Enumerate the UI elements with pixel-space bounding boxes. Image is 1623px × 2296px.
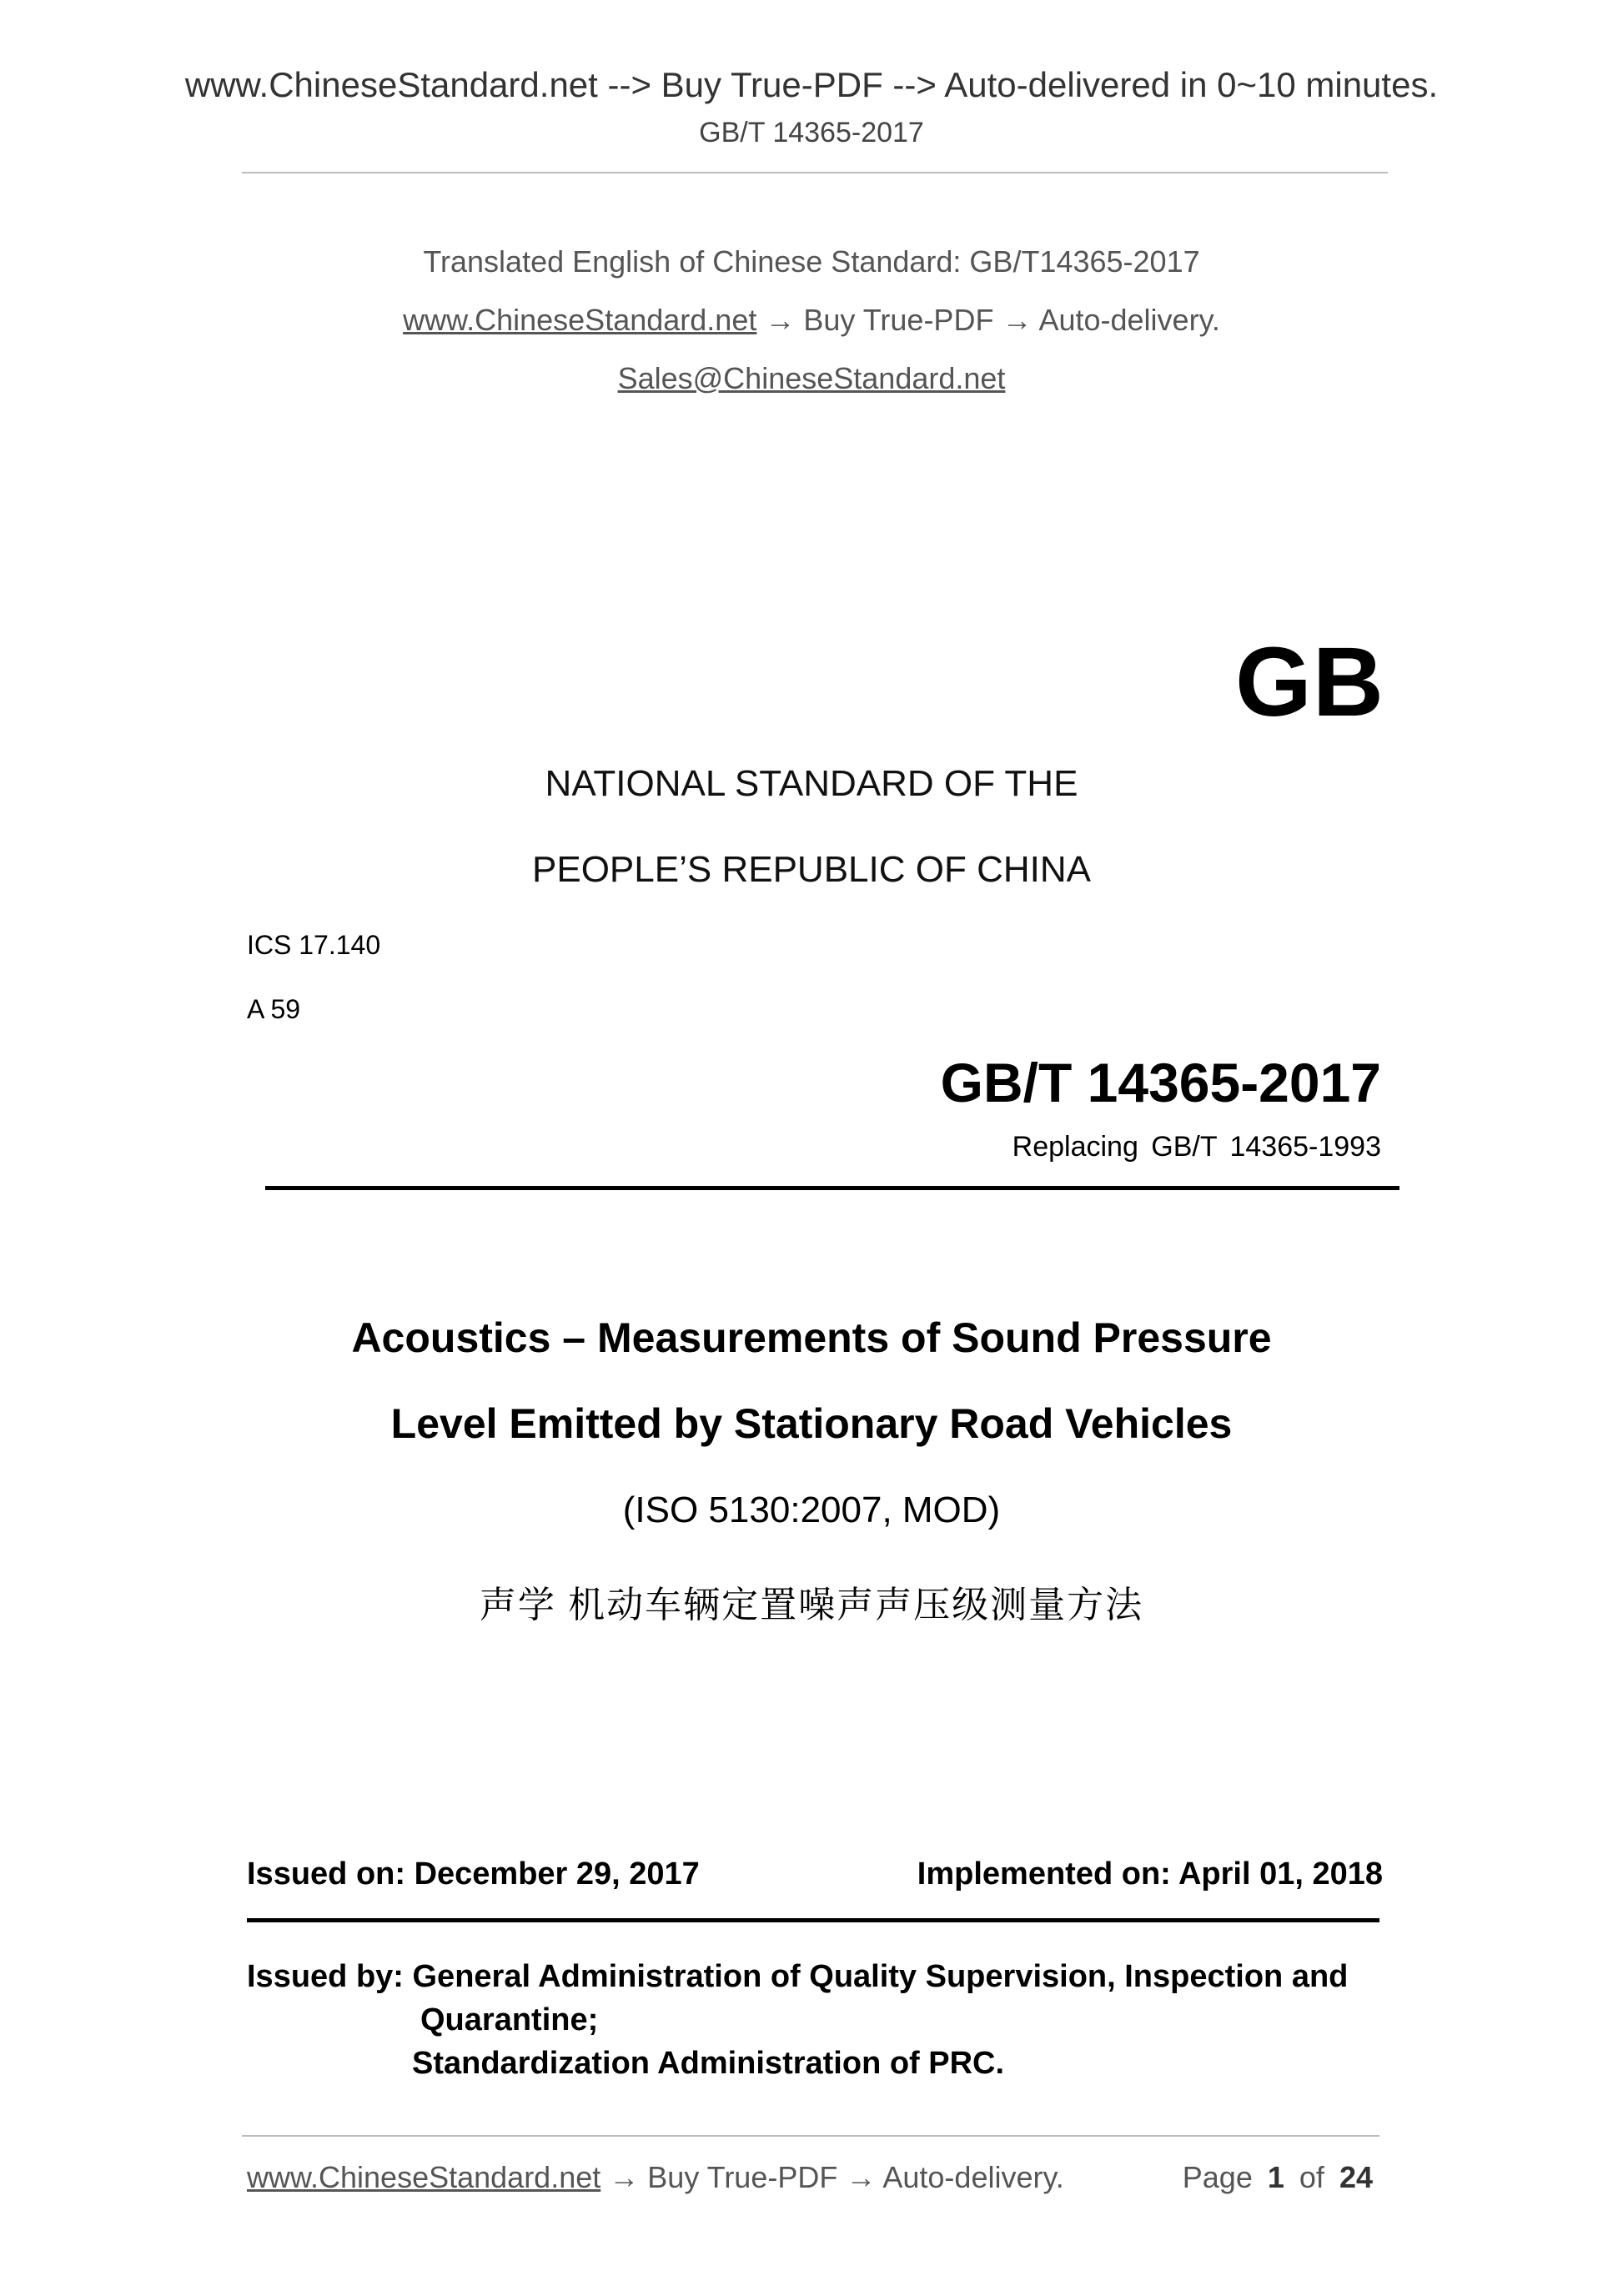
footer-site-link[interactable]: www.ChineseStandard.net	[247, 2160, 601, 2194]
document-title-line2: Level Emitted by Stationary Road Vehicles	[390, 1400, 1233, 1447]
ics-code: ICS 17.140	[247, 930, 381, 960]
iso-reference: (ISO 5130:2007, MOD)	[622, 1490, 1001, 1530]
issuer-line2: Quarantine;	[420, 2002, 599, 2037]
implemented-on-date: Implemented on: April 01, 2018	[917, 1856, 1383, 1892]
arrow-right-icon: →	[846, 2160, 877, 2194]
issuer-block	[247, 1955, 1389, 2085]
footer-buy-line	[247, 2160, 1064, 2195]
standard-number: GB/T 14365-2017	[940, 1052, 1381, 1113]
arrow-right-icon: →	[765, 303, 796, 337]
replacing-note: Replacing GB/T 14365-1993	[1012, 1131, 1381, 1163]
issuer-line1: General Administration of Quality Supervision, Inspection and	[412, 1959, 1349, 1994]
issued-by-label: Issued by:	[247, 1959, 413, 1994]
header-promo-line: www.ChineseStandard.net --> Buy True-PDF --> Auto-delivered in 0~10 minutes.	[184, 65, 1439, 104]
chinese-title: 声学 机动车辆定置噪声声压级测量方法	[479, 1585, 1144, 1625]
header-doc-code: GB/T 14365-2017	[699, 117, 924, 148]
ccs-code: A 59	[247, 994, 301, 1024]
page-label: Page	[1182, 2160, 1253, 2194]
document-title-line1: Acoustics – Measurements of Sound Pressure	[351, 1314, 1272, 1361]
page-indicator	[1183, 2160, 1373, 2195]
issued-on-date: Issued on: December 29, 2017	[247, 1856, 700, 1892]
arrow-right-icon: →	[609, 2160, 640, 2194]
translation-notice: Translated English of Chinese Standard: GB/T14365-2017	[423, 244, 1200, 279]
footer-delivery-text: Auto-delivery.	[882, 2160, 1064, 2194]
translation-buy-line	[0, 303, 1623, 338]
arrow-right-icon: →	[1002, 303, 1033, 337]
page-of: of	[1299, 2160, 1324, 2194]
gb-logo-mark: GB	[1235, 627, 1384, 737]
page-total: 24	[1339, 2160, 1373, 2194]
buy-pdf-text: Buy True-PDF	[803, 303, 994, 337]
national-standard-line2: PEOPLE’S REPUBLIC OF CHINA	[532, 849, 1091, 890]
footer-divider	[242, 2135, 1379, 2137]
sales-email-line	[0, 361, 1623, 396]
sales-email-link[interactable]: Sales@ChineseStandard.net	[617, 361, 1006, 395]
issuer-line3: Standardization Administration of PRC.	[412, 2046, 1005, 2081]
dates-divider	[247, 1918, 1379, 1922]
header-divider	[242, 172, 1388, 173]
site-link[interactable]: www.ChineseStandard.net	[403, 303, 757, 337]
footer-buy-text: Buy True-PDF	[647, 2160, 838, 2194]
title-divider	[265, 1186, 1399, 1190]
national-standard-line1: NATIONAL STANDARD OF THE	[545, 763, 1078, 804]
page-current: 1	[1267, 2160, 1284, 2194]
auto-delivery-text: Auto-delivery.	[1038, 303, 1220, 337]
